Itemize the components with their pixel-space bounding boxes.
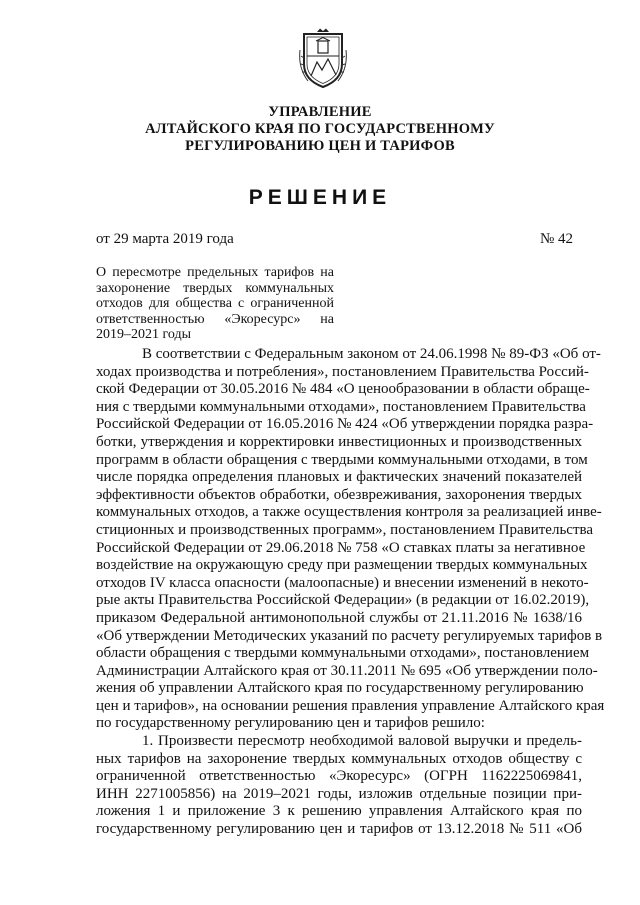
body-line: по государственному регулированию цен и тарифов решило:	[96, 715, 485, 732]
body-line: жения об управлении Алтайского края по государственному регулированию	[96, 680, 584, 697]
body-line: эффективности объектов обработки, обезвреживания, захоронения твердых	[96, 486, 582, 503]
document-date: от 29 марта 2019 года	[96, 231, 234, 247]
body-line: стиционных и производственных программ», постановлением Правительства	[96, 521, 594, 538]
agency-line: РЕГУЛИРОВАНИЮ ЦЕН И ТАРИФОВ	[185, 138, 455, 154]
body-line: ИНН 2271005856) на 2019–2021 годы, изложив отдельные позиции при-	[96, 785, 582, 802]
agency-line: УПРАВЛЕНИЕ	[268, 104, 372, 120]
body-line: приказом Федеральной антимонопольной службы от 21.11.2016 № 1638/16	[96, 609, 582, 626]
subject-line: 2019–2021 годы	[96, 327, 192, 343]
subject-line: отходов для общества с ограниченной	[96, 296, 334, 312]
body-line: ложения 1 и приложение 3 к решению управления Алтайского края по	[96, 803, 582, 820]
body-line: В соответствии с Федеральным законом от 24.06.1998 № 89-ФЗ «Об от-	[142, 346, 601, 362]
body-line: области обращения с твердыми коммунальными отходами», постановлением	[96, 645, 590, 662]
body-line: ходах производства и потребления», постановлением Правительства Россий-	[96, 363, 589, 380]
body-line: «Об утверждении Методических указаний по расчету регулируемых тарифов в	[96, 627, 603, 644]
body-line: воздействие на окружающую среду при размещении твердых коммунальных	[96, 557, 588, 574]
body-line: программ в области обращения с твердыми коммунальными отходами, в том	[96, 451, 588, 468]
body-line: ных тарифов на захоронение твердых коммунальных отходов обществу с	[96, 750, 582, 767]
document-subject	[96, 265, 334, 343]
body-line: Российской Федерации от 16.05.2016 № 424 «Об утверждении порядка разра-	[96, 416, 594, 433]
body-line: Российской Федерации от 29.06.2018 № 758 «О ставках платы за негативное	[96, 539, 586, 556]
agency-line: АЛТАЙСКОГО КРАЯ ПО ГОСУДАРСТВЕННОМУ	[145, 121, 495, 137]
document-title: РЕШЕНИЕ	[248, 186, 392, 209]
body-line: 1. Произвести пересмотр необходимой валовой выручки и предель-	[142, 733, 582, 750]
altai-krai-coat-of-arms-icon	[298, 28, 348, 90]
body-line: государственному регулированию цен и тарифов от 13.12.2018 № 511 «Об	[96, 821, 582, 838]
body-line: Администрации Алтайского края от 30.11.2011 № 695 «Об утверждении поло-	[96, 662, 598, 679]
document-number: № 42	[540, 231, 574, 247]
body-line: цен и тарифов», на основании решения правления управление Алтайского края	[96, 697, 605, 714]
body-line: коммунальных отходов, а также осуществления контроля за реализацией инве-	[96, 504, 602, 521]
subject-line: захоронение твердых коммунальных	[96, 280, 334, 296]
body-line: ботки, утверждения и корректировки инвестиционных и производственных	[96, 433, 582, 450]
body-line: рые акты Правительства Российской Федерации» (в редакции от 16.02.2019),	[96, 592, 590, 609]
subject-line: О пересмотре предельных тарифов на	[96, 265, 334, 280]
body-line: числе порядка определения плановых и фактических значений показателей	[96, 469, 582, 486]
document-body	[96, 346, 605, 839]
body-line: ской Федерации от 30.05.2016 № 484 «О ценообразовании в области обраще-	[96, 381, 590, 398]
body-line: отходов IV класса опасности (малоопасные) и внесении изменений в некото-	[96, 574, 589, 591]
body-line: ния с твердыми коммунальными отходами», постановлением Правительства	[96, 398, 586, 415]
body-line: ограниченной ответственностью «Экоресурс» (ОГРН 1162225069841,	[96, 768, 582, 785]
subject-line: ответственностью «Экоресурс» на	[96, 311, 334, 327]
agency-name	[60, 104, 580, 155]
